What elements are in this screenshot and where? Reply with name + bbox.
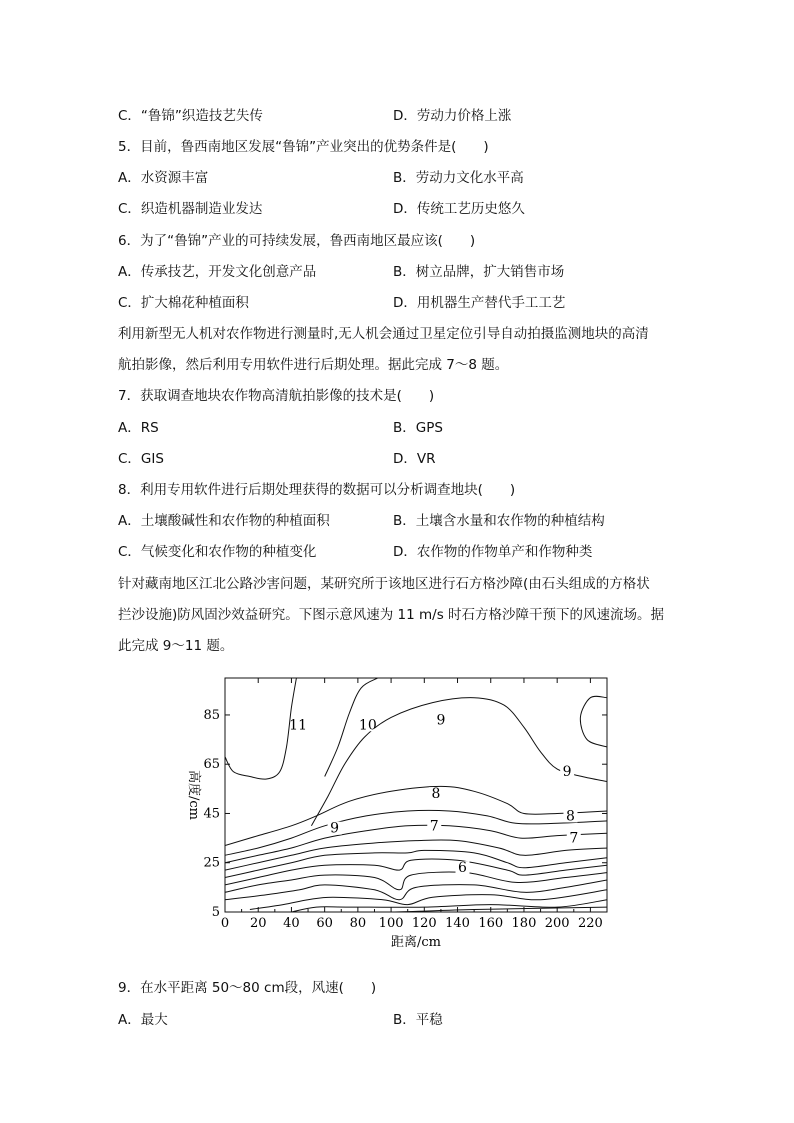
contour-line bbox=[225, 810, 607, 855]
y-tick-label: 45 bbox=[203, 806, 220, 822]
x-tick-label: 180 bbox=[511, 916, 537, 931]
text-line: 9．在水平距离 50～80 cm段，风速( ) bbox=[118, 980, 377, 996]
text-line: C．扩大棉花种植面积 bbox=[118, 295, 249, 311]
contour-label: 7 bbox=[569, 830, 579, 847]
option-text: D．劳动力价格上涨 bbox=[393, 108, 512, 124]
text-line: C．“鲁锦”织造技艺失传 bbox=[118, 108, 263, 124]
contour-line bbox=[225, 840, 607, 870]
option-text: B．GPS bbox=[393, 420, 443, 436]
contour-label: 10 bbox=[358, 717, 377, 734]
contour-label: 7 bbox=[429, 818, 439, 835]
option-text: D．用机器生产替代手工工艺 bbox=[393, 295, 566, 311]
option-text: B．树立品牌，扩大销售市场 bbox=[393, 264, 565, 280]
text-line: C．气候变化和农作物的种植变化 bbox=[118, 544, 317, 560]
wind-speed-contour-chart bbox=[170, 665, 620, 965]
text-line: A．传承技艺，开发文化创意产品 bbox=[118, 264, 317, 280]
plot-frame bbox=[225, 678, 607, 912]
y-tick-label: 85 bbox=[203, 707, 220, 723]
contour-line bbox=[225, 850, 607, 877]
contour-label: 9 bbox=[436, 712, 446, 729]
text-line: A．土壤酸碱性和农作物的种植面积 bbox=[118, 513, 330, 529]
text-line: 航拍影像，然后利用专用软件进行后期处理。据此完成 7～8 题。 bbox=[118, 357, 509, 373]
x-axis-label: 距离/cm bbox=[391, 935, 441, 950]
contour-label: 6 bbox=[458, 860, 467, 877]
x-tick-label: 0 bbox=[220, 916, 230, 931]
contour-line bbox=[325, 907, 607, 912]
x-tick-label: 100 bbox=[378, 916, 404, 931]
text-line: C．织造机器制造业发达 bbox=[118, 201, 263, 217]
option-text: D．农作物的作物单产和作物种类 bbox=[393, 544, 593, 560]
x-tick-label: 140 bbox=[445, 916, 470, 931]
x-tick-label: 120 bbox=[411, 916, 437, 931]
text-line: 针对藏南地区江北公路沙害问题，某研究所于该地区进行石方格沙障(由石头组成的方格状 bbox=[118, 576, 650, 592]
text-line: 7．获取调查地块农作物高清航拍影像的技术是( ) bbox=[118, 388, 435, 404]
x-tick-label: 220 bbox=[577, 916, 603, 931]
contour-line bbox=[580, 696, 607, 747]
contour-label: 11 bbox=[289, 717, 307, 734]
contour-lines bbox=[225, 678, 607, 912]
contour-line bbox=[311, 698, 607, 826]
contour-label: 8 bbox=[565, 808, 575, 825]
text-line: 5．目前，鲁西南地区发展“鲁锦”产业突出的优势条件是( ) bbox=[118, 139, 489, 155]
contour-line bbox=[225, 872, 607, 892]
y-tick-label: 25 bbox=[203, 855, 220, 871]
contour-line bbox=[225, 678, 296, 779]
contour-label: 8 bbox=[431, 786, 441, 803]
option-text: B．土壤含水量和农作物的种植结构 bbox=[393, 513, 605, 529]
x-tick-label: 40 bbox=[283, 916, 300, 931]
text-line: A．水资源丰富 bbox=[118, 170, 209, 186]
contour-label: 9 bbox=[562, 764, 572, 781]
option-text: D．VR bbox=[393, 451, 436, 467]
x-tick-label: 160 bbox=[478, 916, 504, 931]
y-tick-label: 65 bbox=[203, 757, 220, 773]
y-axis-label: 高度/cm bbox=[186, 770, 201, 820]
contour-labels bbox=[289, 712, 581, 876]
x-tick-label: 60 bbox=[316, 916, 333, 931]
y-tick-label: 5 bbox=[211, 905, 220, 920]
text-line: 拦沙设施)防风固沙效益研究。下图示意风速为 11 m/s 时石方格沙障干预下的风速流场。据 bbox=[118, 607, 665, 623]
text-line: C．GIS bbox=[118, 451, 164, 467]
option-text: D．传统工艺历史悠久 bbox=[393, 201, 525, 217]
text-line: 此完成 9～11 题。 bbox=[118, 638, 234, 654]
contour-label: 9 bbox=[330, 820, 340, 837]
option-text: B．劳动力文化水平高 bbox=[393, 170, 524, 186]
option-text: B．平稳 bbox=[393, 1012, 443, 1028]
chart-axes bbox=[203, 678, 607, 931]
contour-line bbox=[225, 880, 607, 900]
text-line: 6．为了“鲁锦”产业的可持续发展，鲁西南地区最应该( ) bbox=[118, 233, 476, 249]
x-tick-label: 20 bbox=[249, 916, 267, 931]
x-tick-label: 80 bbox=[349, 916, 367, 931]
text-line: 利用新型无人机对农作物进行测量时,无人机会通过卫星定位引导自动拍摄监测地块的高清 bbox=[118, 326, 649, 342]
text-line: A．RS bbox=[118, 420, 159, 436]
text-line: A．最大 bbox=[118, 1012, 168, 1028]
text-line: 8．利用专用软件进行后期处理获得的数据可以分析调查地块( ) bbox=[118, 482, 516, 498]
x-tick-label: 200 bbox=[544, 916, 570, 931]
